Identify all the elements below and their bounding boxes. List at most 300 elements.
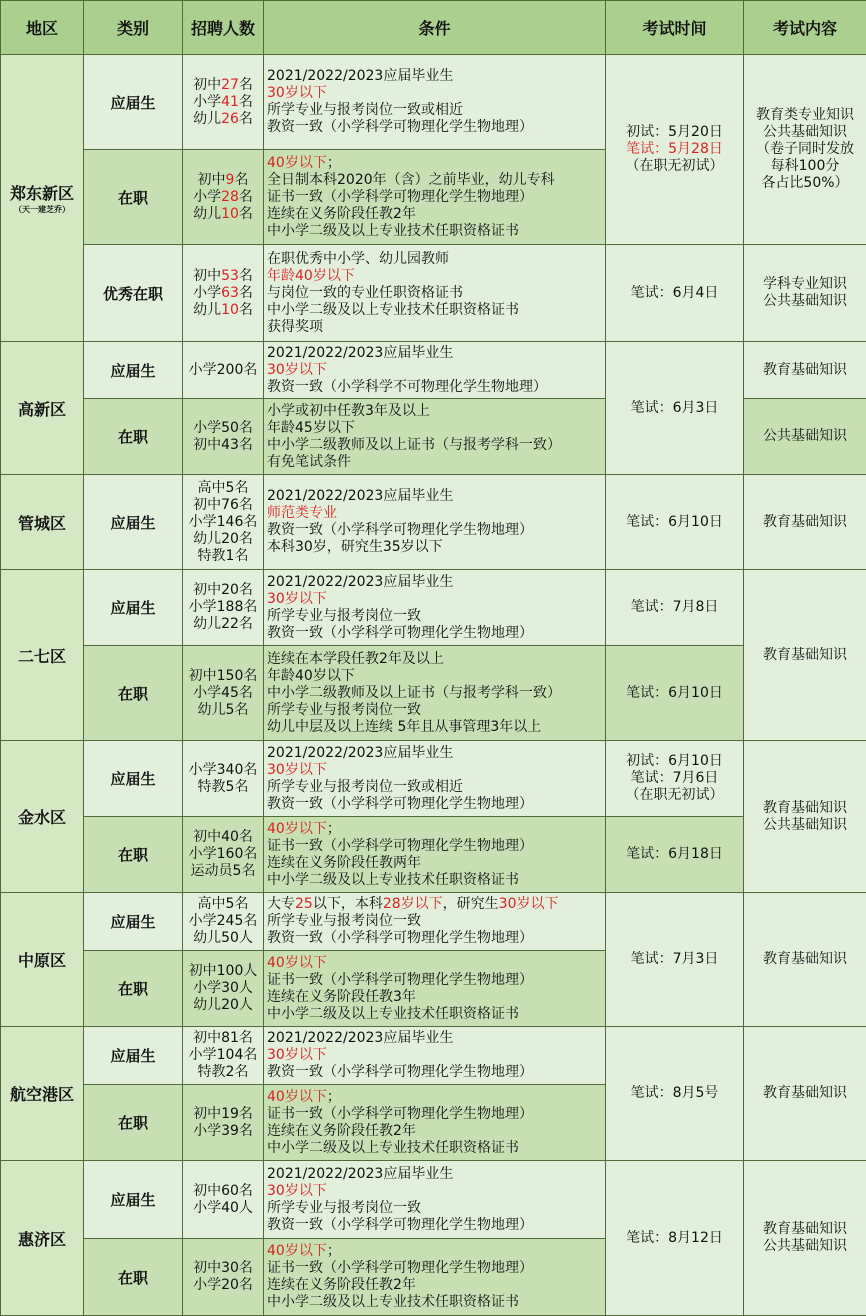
text-line [267,872,602,889]
headcount-cell [183,646,264,741]
text-segment: 连续在本学段任教2年及以上 [267,651,444,667]
headcount-cell [183,570,264,646]
text-segment: 教育基础知识 [763,951,847,967]
table-row [1,55,866,150]
text-line [186,514,260,531]
text-segment: 小学30人 [193,980,253,996]
text-line [186,302,260,319]
exam-time-cell [606,342,744,475]
text-line [609,400,740,417]
table-row [1,475,866,570]
text-segment: 连续在义务阶段任教2年 [267,1277,416,1293]
exam-time-cell [606,1027,744,1161]
highlight-text: 30岁以下 [267,762,327,778]
text-line [267,302,602,319]
region-cell [1,475,84,570]
text-line [609,285,740,302]
text-segment: 特教1名 [198,548,249,564]
text-segment: 本科30岁，研究生35岁以下 [267,539,443,555]
region-name: 金水区 [4,805,80,828]
text-segment: 初中43名 [193,437,253,453]
text-segment: 2021/2022/2023应届毕业生 [267,1030,453,1046]
region-subtitle: （天一建芝乔） [4,204,80,215]
text-segment: 小学或初中任教3年及以上 [267,403,430,419]
text-line [186,1183,260,1200]
text-line [267,403,602,420]
text-segment: 2021/2022/2023应届毕业生 [267,574,453,590]
text-line [747,1221,863,1238]
conditions-cell [264,399,606,475]
highlight-text: 63 [221,285,239,301]
conditions-cell [264,1239,606,1316]
text-line [267,685,602,702]
text-line [267,719,602,736]
headcount-cell [183,951,264,1027]
text-segment: 初中76名 [193,497,253,513]
text-segment: 连续在义务阶段任教3年 [267,989,416,1005]
text-segment: 运动员5名 [191,863,256,879]
text-segment: 名 [234,172,248,188]
text-segment: 教育基础知识 [763,362,847,378]
text-segment: 中小学二级及以上专业技术任职资格证书 [267,1006,519,1022]
text-segment: 教资一致（小学科学可物理化学生物地理） [267,796,533,812]
text-segment: 幼儿22名 [193,616,253,632]
region-name: 管城区 [4,511,80,534]
text-line [267,1089,602,1106]
text-line [267,1294,602,1311]
text-line [267,972,602,989]
text-line [186,189,260,206]
text-segment: 年龄40岁以下 [267,668,355,684]
text-line [267,1260,602,1277]
text-line [186,896,260,913]
text-segment: 特教2名 [198,1064,249,1080]
region-name: 郑东新区 [4,181,80,204]
exam-content-cell [744,1161,866,1316]
text-line [267,362,602,379]
headcount-cell [183,893,264,951]
text-segment: 学科专业知识 [763,276,847,292]
exam-content-cell [744,1027,866,1161]
text-line [267,268,602,285]
text-segment: 证书一致（小学科学可物理化学生物地理） [267,1260,533,1276]
text-segment: 教资一致（小学科学可物理化学生物地理） [267,625,533,641]
table-body [1,55,866,1316]
text-segment: 笔试：6月10日 [626,514,723,530]
text-segment: 名 [239,302,253,318]
text-segment: 教育基础知识 [763,800,847,816]
text-segment: 教育基础知识 [763,647,847,663]
text-segment: 公共基础知识 [763,293,847,309]
category-cell: 应届生 [84,1161,183,1239]
text-segment: 笔试：6月3日 [631,400,719,416]
conditions-cell [264,55,606,150]
text-line [267,437,602,454]
text-line [609,599,740,616]
text-line [609,787,740,804]
category-cell: 应届生 [84,741,183,817]
highlight-text: 40岁以下 [267,1243,327,1259]
headcount-cell [183,1239,264,1316]
region-cell [1,893,84,1027]
exam-time-cell [606,741,744,817]
header-region: 地区 [1,1,84,55]
highlight-text: 30岁以下 [267,362,327,378]
text-line [267,1030,602,1047]
text-line [267,1047,602,1064]
text-line [609,124,740,141]
text-line [267,591,602,608]
exam-time-cell [606,1161,744,1316]
text-segment: 2021/2022/2023应届毕业生 [267,68,453,84]
highlight-text: 40岁以下 [267,1089,327,1105]
text-line [186,829,260,846]
category-cell: 在职 [84,951,183,1027]
headcount-cell [183,1161,264,1239]
exam-content-cell [744,342,866,399]
region-name: 二七区 [4,644,80,667]
text-segment: 公共基础知识 [763,428,847,444]
table-row [1,817,866,893]
table-row [1,342,866,399]
highlight-text: 30岁以下 [499,896,559,912]
text-line [609,685,740,702]
highlight-text: 53 [221,268,239,284]
region-cell [1,55,84,342]
text-segment: 连续在义务阶段任教2年 [267,206,416,222]
text-segment: （在职无初试） [626,158,724,174]
conditions-cell [264,570,606,646]
text-segment: 2021/2022/2023应届毕业生 [267,745,453,761]
text-segment: 所学专业与报考岗位一致或相近 [267,779,463,795]
text-segment: 证书一致（小学科学可物理化学生物地理） [267,972,533,988]
text-segment: 大专 [267,896,295,912]
category-cell: 在职 [84,150,183,245]
text-segment: 笔试：7月3日 [631,951,719,967]
conditions-cell [264,817,606,893]
text-line [267,574,602,591]
text-line [267,668,602,685]
text-line [186,668,260,685]
text-line [267,345,602,362]
text-segment: 幼儿5名 [198,702,249,718]
text-segment: 名 [239,111,253,127]
category-cell: 应届生 [84,475,183,570]
text-segment: 幼儿20名 [193,531,253,547]
text-line [186,863,260,880]
text-line [267,1243,602,1260]
text-segment: 证书一致（小学科学可物理化学生物地理） [267,189,533,205]
conditions-cell [264,1027,606,1085]
text-segment: 笔试：8月5号 [631,1085,719,1101]
text-line [186,268,260,285]
text-segment: 公共基础知识 [763,124,847,140]
highlight-text: 28岁以下 [383,896,443,912]
text-segment: 小学340名 [189,762,258,778]
headcount-cell [183,1085,264,1161]
text-line [747,951,863,968]
table-row [1,245,866,342]
text-line [186,762,260,779]
text-segment: 2021/2022/2023应届毕业生 [267,488,453,504]
text-segment: 初试：5月20日 [626,124,723,140]
text-line [267,1064,602,1081]
text-line [186,930,260,947]
text-segment: 初试：6月10日 [626,753,723,769]
region-name: 航空港区 [4,1082,80,1105]
text-line [267,1277,602,1294]
text-segment: 幼儿20人 [193,997,253,1013]
text-line [747,276,863,293]
text-line [747,141,863,158]
text-line [609,141,740,158]
text-segment: 小学104名 [189,1047,258,1063]
text-segment: 小学40人 [193,1200,253,1216]
text-line [267,539,602,556]
text-line [267,1123,602,1140]
highlight-text: 40岁以下 [267,155,327,171]
text-line [186,172,260,189]
text-segment: 小学50名 [193,420,253,436]
text-line [267,779,602,796]
headcount-cell [183,475,264,570]
text-line [186,285,260,302]
text-line [609,951,740,968]
text-line [186,1047,260,1064]
highlight-text: 40岁以下 [267,955,327,971]
text-segment: 小学160名 [189,846,258,862]
text-segment: 幼儿 [193,302,221,318]
text-segment: 中小学二级教师及以上证书（与报考学科一致） [267,437,561,453]
text-segment: 与岗位一致的专业任职资格证书 [267,285,463,301]
text-segment: 名 [239,77,253,93]
text-line [186,963,260,980]
exam-content-cell [744,399,866,475]
text-line [186,206,260,223]
highlight-text: 笔试：5月28日 [626,141,723,157]
text-line [186,997,260,1014]
text-segment: 2021/2022/2023应届毕业生 [267,345,453,361]
headcount-cell [183,399,264,475]
text-segment: 幼儿 [193,206,221,222]
highlight-text: 9 [226,172,235,188]
text-line [609,1085,740,1102]
exam-content-cell [744,475,866,570]
headcount-cell [183,55,264,150]
exam-time-cell [606,646,744,741]
text-line [186,420,260,437]
text-line [267,1166,602,1183]
conditions-cell [264,342,606,399]
text-segment: 幼儿50人 [193,930,253,946]
text-segment: 小学 [193,94,221,110]
text-segment: 幼儿中层及以上连续 5年且从事管理3年以上 [267,719,541,735]
exam-time-cell [606,817,744,893]
text-line [267,319,602,336]
text-line [267,762,602,779]
text-segment: 小学20名 [193,1277,253,1293]
text-line [267,454,602,471]
text-line [186,582,260,599]
text-line [267,1006,602,1023]
text-line [267,625,602,642]
text-line [267,913,602,930]
text-line [747,514,863,531]
category-cell: 应届生 [84,342,183,399]
text-line [609,1230,740,1247]
header-exam-time: 考试时间 [606,1,744,55]
text-segment: 证书一致（小学科学可物理化学生物地理） [267,1106,533,1122]
text-line [747,647,863,664]
text-line [747,362,863,379]
highlight-text: 30岁以下 [267,85,327,101]
text-segment: 教育类专业知识 [756,107,854,123]
text-line [267,651,602,668]
text-line [267,223,602,240]
text-segment: 高中5名 [198,480,249,496]
text-segment: 笔试：7月6日 [631,770,719,786]
text-line [267,896,602,913]
text-line [267,821,602,838]
text-segment: 全日制本科2020年（含）之前毕业，幼儿专科 [267,172,555,188]
text-segment: 初中 [198,172,226,188]
text-segment: 小学 [193,189,221,205]
highlight-text: 30岁以下 [267,1183,327,1199]
text-line [186,362,260,379]
table-row [1,646,866,741]
text-line [267,488,602,505]
text-segment: 高中5名 [198,896,249,912]
region-cell [1,1161,84,1316]
table-row [1,1161,866,1239]
highlight-text: 30岁以下 [267,591,327,607]
text-line [609,158,740,175]
exam-time-cell [606,893,744,1027]
text-line [186,1277,260,1294]
text-segment: 小学 [193,285,221,301]
text-line [186,1106,260,1123]
region-cell [1,1027,84,1161]
text-line [186,497,260,514]
conditions-cell [264,741,606,817]
exam-content-cell [744,245,866,342]
text-segment: 教资一致（小学科学可物理化学生物地理） [267,1064,533,1080]
text-segment: 笔试：8月12日 [626,1230,723,1246]
text-line [186,1260,260,1277]
text-line [186,111,260,128]
text-segment: 初中30名 [193,1260,253,1276]
text-segment: 中小学二级及以上专业技术任职资格证书 [267,1294,519,1310]
text-segment: 教资一致（小学科学不可物理化学生物地理） [267,379,547,395]
text-line [267,68,602,85]
conditions-cell [264,245,606,342]
exam-content-cell [744,570,866,741]
highlight-text: 40岁以下 [267,821,327,837]
text-line [267,1140,602,1157]
text-segment: 笔试：6月4日 [631,285,719,301]
text-segment: 中小学二级及以上专业技术任职资格证书 [267,302,519,318]
text-segment: 特教5名 [198,779,249,795]
region-name: 中原区 [4,948,80,971]
text-segment: 笔试：6月18日 [626,846,723,862]
text-segment: 小学188名 [189,599,258,615]
text-line [747,1085,863,1102]
text-line [186,980,260,997]
region-cell [1,741,84,893]
table-row [1,570,866,646]
text-line [609,770,740,787]
text-line [186,599,260,616]
text-line [609,846,740,863]
text-line [747,175,863,192]
text-line [267,838,602,855]
header-conditions: 条件 [264,1,606,55]
text-line [747,428,863,445]
text-segment: ； [327,821,341,837]
text-segment: ，研究生 [443,896,499,912]
highlight-text: 41 [221,94,239,110]
text-line [267,1106,602,1123]
category-cell: 在职 [84,817,183,893]
table-row [1,741,866,817]
text-line [267,745,602,762]
text-segment: 笔试：6月10日 [626,685,723,701]
text-line [267,955,602,972]
text-segment: 公共基础知识 [763,1238,847,1254]
text-segment: 每科100分 [771,158,840,174]
conditions-cell [264,1085,606,1161]
exam-time-cell [606,475,744,570]
headcount-cell [183,1027,264,1085]
highlight-text: 25 [295,896,313,912]
highlight-text: 10 [221,302,239,318]
text-line [186,480,260,497]
text-segment: 教资一致（小学科学可物理化学生物地理） [267,522,533,538]
highlight-text: 26 [221,111,239,127]
text-segment: 中小学二级及以上专业技术任职资格证书 [267,1140,519,1156]
text-line [267,702,602,719]
headcount-cell [183,245,264,342]
conditions-cell [264,150,606,245]
text-segment: 以下，本科 [313,896,383,912]
highlight-text: 年龄40岁以下 [267,268,355,284]
text-line [267,379,602,396]
headcount-cell [183,741,264,817]
text-line [186,531,260,548]
region-name: 高新区 [4,397,80,420]
text-line [186,913,260,930]
exam-time-cell [606,55,744,245]
category-cell: 在职 [84,1085,183,1161]
text-segment: 小学245名 [189,913,258,929]
text-segment: 小学200名 [189,362,258,378]
category-cell: 在职 [84,399,183,475]
text-line [186,437,260,454]
conditions-cell [264,646,606,741]
text-segment: 连续在义务阶段任教两年 [267,855,421,871]
text-line [186,548,260,565]
text-segment: 初中20名 [193,582,253,598]
text-segment: 初中19名 [193,1106,253,1122]
text-line [267,608,602,625]
text-segment: 2021/2022/2023应届毕业生 [267,1166,453,1182]
text-line [186,77,260,94]
text-segment: 公共基础知识 [763,817,847,833]
text-segment: 各占比50%） [761,175,848,191]
text-line [747,1238,863,1255]
header-count: 招聘人数 [183,1,264,55]
category-cell: 应届生 [84,893,183,951]
